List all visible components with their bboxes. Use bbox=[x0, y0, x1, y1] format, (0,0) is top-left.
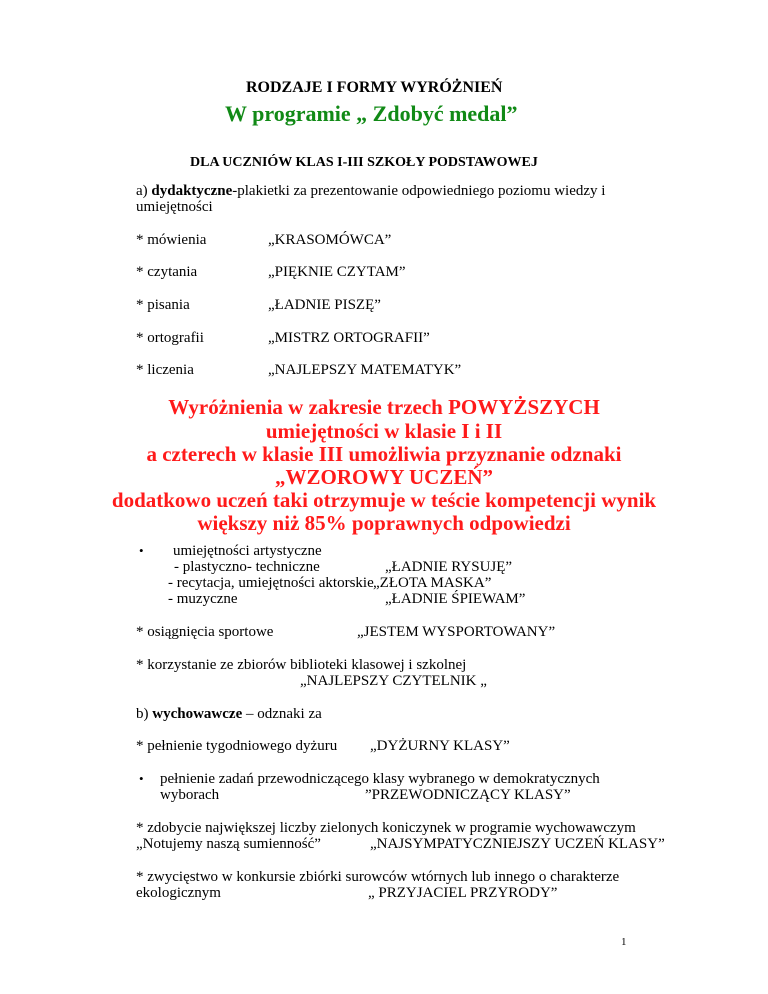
artistic-item-label: - muzyczne bbox=[168, 591, 238, 607]
eco-line1: * zwycięstwo w konkursie zbiórki surowców wtórnych lub innego o charakterze bbox=[136, 869, 620, 885]
page-number: 1 bbox=[621, 936, 627, 948]
sport-award: „JESTEM WYSPORTOWANY” bbox=[357, 624, 556, 640]
skill-award: „ŁADNIE PISZĘ” bbox=[268, 297, 381, 313]
audience-heading: DLA UCZNIÓW KLAS I-III SZKOŁY PODSTAWOWEJ bbox=[190, 155, 538, 170]
president-award: ”PRZEWODNICZĄCY KLASY” bbox=[365, 787, 571, 803]
skill-award: „PIĘKNIE CZYTAM” bbox=[268, 264, 406, 280]
section-a-bold: dydaktyczne bbox=[151, 183, 233, 199]
section-a-prefix: a) bbox=[136, 183, 152, 199]
section-a-line2: umiejętności bbox=[136, 199, 213, 215]
section-b-heading bbox=[136, 705, 322, 723]
page-title: RODZAJE I FORMY WYRÓŻNIEŃ bbox=[246, 79, 503, 96]
program-subtitle: W programie „ Zdobyć medal” bbox=[225, 101, 518, 126]
highlight-line: dodatkowo uczeń taki otrzymuje w teście kompetencji wynik bbox=[111, 488, 657, 512]
skill-award: „NAJLEPSZY MATEMATYK” bbox=[268, 362, 462, 378]
clover-award: „NAJSYMPATYCZNIEJSZY UCZEŃ KLASY” bbox=[370, 836, 665, 852]
eco-line2: ekologicznym bbox=[136, 885, 221, 901]
highlight-line: Wyróżnienia w zakresie trzech POWYŻSZYCH bbox=[168, 395, 600, 419]
skill-award: „KRASOMÓWCA” bbox=[268, 232, 392, 248]
skill-label: * liczenia bbox=[136, 362, 194, 378]
president-line2: wyborach bbox=[160, 787, 220, 803]
artistic-item-label: - plastyczno- techniczne bbox=[174, 559, 320, 575]
artistic-item-award: „ŁADNIE RYSUJĘ” bbox=[385, 559, 513, 575]
skill-label: * czytania bbox=[136, 264, 198, 280]
highlight-line: umiejętności w klasie I i II bbox=[265, 419, 503, 443]
highlight-line: a czterech w klasie III umożliwia przyznanie odznaki bbox=[146, 442, 622, 466]
president-line1: pełnienie zadań przewodniczącego klasy wybranego w demokratycznych bbox=[160, 771, 600, 787]
section-b-text: – odznaki za bbox=[242, 706, 322, 722]
artistic-item-label: - recytacja, umiejętności aktorskie bbox=[168, 575, 374, 591]
artistic-heading: umiejętności artystyczne bbox=[173, 543, 322, 559]
bullet-icon: • bbox=[139, 543, 144, 558]
clover-line2: „Notujemy naszą sumienność” bbox=[136, 836, 321, 852]
section-b-prefix: b) bbox=[136, 706, 153, 722]
duty-award: „DYŻURNY KLASY” bbox=[370, 738, 510, 754]
bullet-icon: • bbox=[139, 771, 144, 786]
artistic-item-award: „ŁADNIE ŚPIEWAM” bbox=[385, 591, 526, 607]
sport-label: * osiągnięcia sportowe bbox=[136, 624, 274, 640]
eco-award: „ PRZYJACIEL PRZYRODY” bbox=[368, 885, 558, 901]
skill-label: * pisania bbox=[136, 297, 190, 313]
library-award: „NAJLEPSZY CZYTELNIK „ bbox=[300, 673, 487, 689]
skill-award: „MISTRZ ORTOGRAFII” bbox=[268, 330, 430, 346]
library-label: * korzystanie ze zbiorów biblioteki klasowej i szkolnej bbox=[136, 657, 467, 673]
clover-line1: * zdobycie największej liczby zielonych koniczynek w programie wychowawczym bbox=[136, 820, 636, 836]
section-b-bold: wychowawcze bbox=[152, 706, 243, 722]
skill-label: * ortografii bbox=[136, 330, 204, 346]
skill-label: * mówienia bbox=[136, 232, 207, 248]
artistic-item-award: „ZŁOTA MASKA” bbox=[373, 575, 492, 591]
duty-label: * pełnienie tygodniowego dyżuru bbox=[136, 738, 338, 754]
highlight-line: „WZOROWY UCZEŃ” bbox=[275, 465, 493, 489]
section-a-text: -plakietki za prezentowanie odpowiedniego poziomu wiedzy i bbox=[232, 183, 606, 199]
highlight-line: większy niż 85% poprawnych odpowiedzi bbox=[197, 511, 571, 535]
